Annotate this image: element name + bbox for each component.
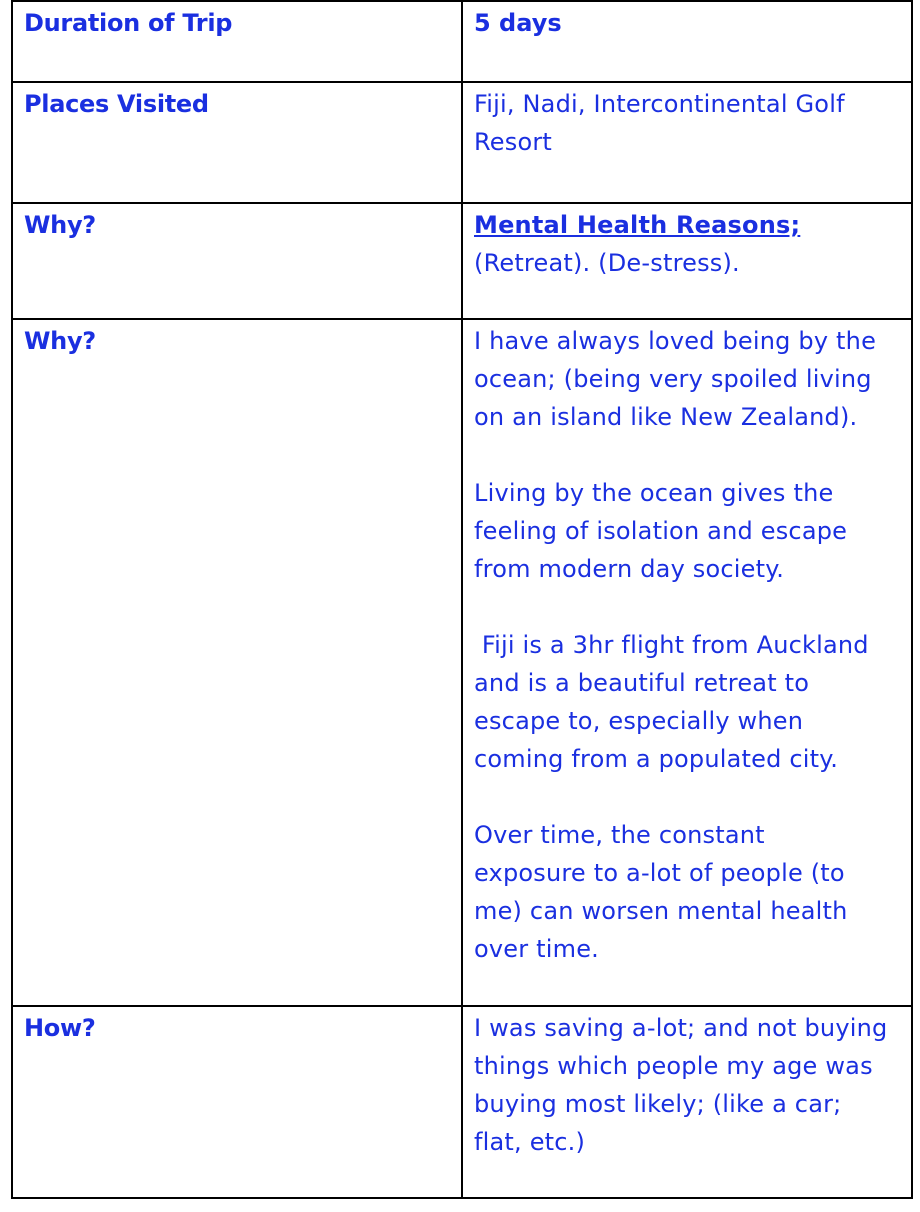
text-line: on an island like New Zealand). xyxy=(474,403,858,431)
row-label-places: Places Visited xyxy=(24,90,209,118)
text-line: me) can worsen mental health xyxy=(474,897,848,925)
value-cell xyxy=(462,1,912,82)
label-cell xyxy=(12,319,462,1006)
text-line: flat, etc.) xyxy=(474,1128,586,1156)
table-row-why-2 xyxy=(12,319,912,1006)
paragraph-spacer xyxy=(474,588,911,626)
text-line: feeling of isolation and escape xyxy=(474,517,848,545)
text-line: coming from a populated city. xyxy=(474,745,839,773)
table-row-why-1 xyxy=(12,203,912,319)
value-cell xyxy=(462,319,912,1006)
row-value-duration: 5 days xyxy=(474,9,562,37)
table-row-duration xyxy=(12,1,912,82)
label-cell xyxy=(12,82,462,203)
text-line: over time. xyxy=(474,935,599,963)
label-cell xyxy=(12,1006,462,1198)
text-line: Over time, the constant xyxy=(474,821,765,849)
value-cell xyxy=(462,82,912,203)
label-cell xyxy=(12,1,462,82)
text-line: and is a beautiful retreat to xyxy=(474,669,810,697)
mental-health-heading: Mental Health Reasons; xyxy=(474,211,801,239)
table-row-how xyxy=(12,1006,912,1198)
trip-details-table xyxy=(11,0,913,1199)
text-line: ocean; (being very spoiled living xyxy=(474,365,872,393)
text-line: buying most likely; (like a car; xyxy=(474,1090,842,1118)
table-row-places xyxy=(12,82,912,203)
paragraph-spacer xyxy=(474,778,911,816)
text-line: Fiji is a 3hr flight from Auckland xyxy=(474,631,869,659)
text-line: escape to, especially when xyxy=(474,707,804,735)
row-label-why: Why? xyxy=(24,327,96,355)
row-label-duration: Duration of Trip xyxy=(24,9,233,37)
text-line: I have always loved being by the xyxy=(474,327,877,355)
paragraph xyxy=(474,626,911,778)
value-cell xyxy=(462,1006,912,1198)
paragraph xyxy=(474,474,911,588)
row-value-how xyxy=(474,1009,911,1161)
text-line: exposure to a-lot of people (to xyxy=(474,859,845,887)
row-value-places xyxy=(474,85,911,161)
paragraph xyxy=(474,322,911,436)
text-line: Living by the ocean gives the xyxy=(474,479,834,507)
text-line: (Retreat). (De-stress). xyxy=(474,249,740,277)
paragraph xyxy=(474,816,911,968)
row-label-how: How? xyxy=(24,1014,96,1042)
label-cell xyxy=(12,203,462,319)
text-line: things which people my age was xyxy=(474,1052,873,1080)
text-line: from modern day society. xyxy=(474,555,785,583)
paragraph-spacer xyxy=(474,436,911,474)
text-line: I was saving a-lot; and not buying xyxy=(474,1014,888,1042)
row-value-why-2 xyxy=(474,322,911,968)
text-line: Fiji, Nadi, Intercontinental Golf xyxy=(474,90,845,118)
row-value-why-1 xyxy=(474,206,911,282)
row-label-why: Why? xyxy=(24,211,96,239)
value-cell xyxy=(462,203,912,319)
text-line: Resort xyxy=(474,128,553,156)
